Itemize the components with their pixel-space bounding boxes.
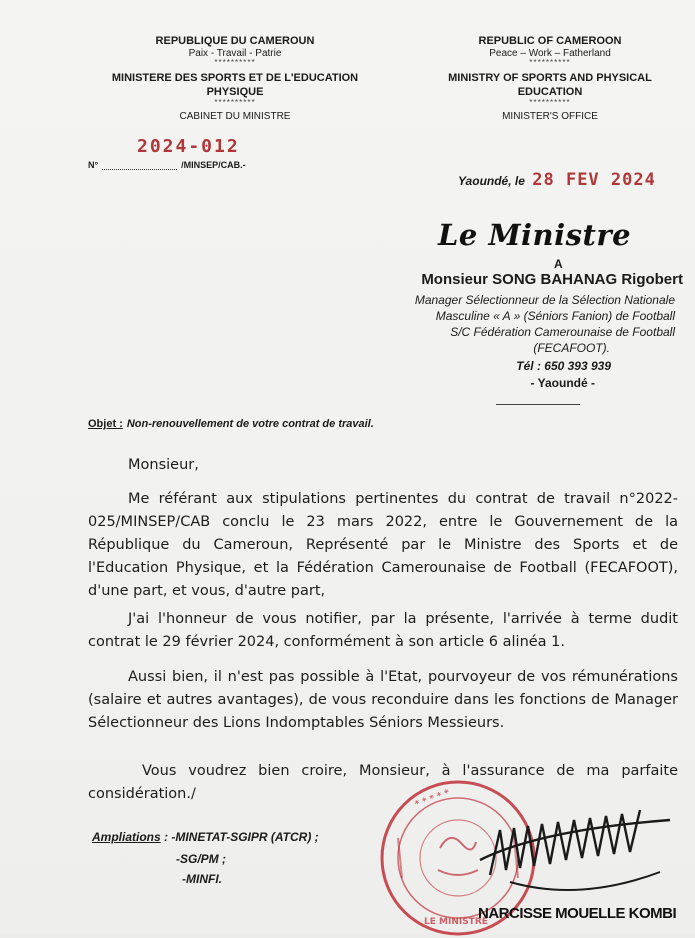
separator: ********** [214, 58, 256, 67]
recipient-phone: Tél : 650 393 939 [516, 359, 611, 373]
reference-handwritten: 2024-012 [137, 136, 240, 157]
motto-en: Peace – Work – Fatherland [489, 48, 611, 59]
country-fr: REPUBLIQUE DU CAMEROUN [155, 35, 315, 47]
header-french [90, 34, 380, 122]
recipient-line4: (FECAFOOT). [533, 341, 610, 355]
motto-fr: Paix - Travail - Patrie [188, 48, 282, 59]
letter-object [88, 418, 374, 430]
object-label: Objet : [88, 418, 123, 430]
recipient-name: Monsieur SONG BAHANAG Rigobert [421, 271, 683, 288]
date-line [458, 170, 656, 190]
paragraph-4: Vous voudrez bien croire, Monsieur, à l'assurance de ma parfaite considération./ [88, 763, 678, 802]
date-handwritten: 28 FEV 2024 [532, 170, 656, 190]
paragraph-2: J'ai l'honneur de vous notifier, par la présente, l'arrivée à terme dudit contrat le 29 février 2024, conformément à son article 6 alinéa 1. [88, 611, 678, 650]
ampliations-label: Ampliations [92, 830, 161, 844]
ampliation-item: : -MINETAT-SGIPR (ATCR) ; [164, 830, 319, 844]
recipient-city: - Yaoundé - [530, 376, 595, 390]
letter-title: Le Ministre [438, 218, 632, 252]
ministry-fr: MINISTERE DES SPORTS ET DE L'EDUCATION PHYSIQUE [111, 72, 359, 98]
paragraph-1: Me référant aux stipulations pertinentes du contrat de travail n°2022-025/MINSEP/CAB conclu le 23 mars 2022, entre le Gouvernement de la République du Cameroun, Représenté par le Ministre des Sports et de l'Education Physique, et la Fédération Camerounaise de Football (FECAFOOT), d'une part, et vous, d'autre part, [88, 491, 678, 599]
reference-line [88, 160, 246, 170]
country-en: REPUBLIC OF CAMEROON [478, 35, 622, 47]
object-text: Non-renouvellement de votre contrat de travail. [126, 418, 374, 430]
signer-name: NARCISSE MOUELLE KOMBI [478, 905, 677, 922]
recipient-to: A [554, 257, 563, 271]
svg-text:LE MINISTRE: LE MINISTRE [424, 917, 488, 927]
header-english [445, 34, 655, 122]
paragraph-3: Aussi bien, il n'est pas possible à l'Etat, pourvoyeur de vos rémunérations (salaire et autres avantages), de vous reconduire dans les fonctions de Manager Sélectionneur des Lions Indomptables Séniors Messieurs. [88, 669, 678, 731]
svg-text:* * * * *: * * * * * [413, 788, 452, 811]
ampliations [92, 830, 319, 844]
ampliation-item: -SG/PM ; [176, 852, 226, 866]
recipient-line1: Manager Sélectionneur de la Sélection Nationale [414, 293, 675, 307]
signature [470, 790, 680, 910]
separator: ********** [529, 58, 571, 67]
reference-suffix: /MINSEP/CAB.- [181, 160, 246, 170]
office-fr: CABINET DU MINISTRE [179, 111, 291, 122]
recipient-line3: S/C Fédération Camerounaise de Football [450, 325, 675, 339]
divider [496, 404, 580, 405]
recipient-line2: Masculine « A » (Séniors Fanion) de Football [435, 309, 675, 323]
date-place: Yaoundé, le [458, 174, 525, 188]
separator: ********** [214, 98, 256, 107]
office-en: MINISTER'S OFFICE [502, 111, 598, 122]
separator: ********** [529, 98, 571, 107]
salutation: Monsieur, [128, 457, 199, 473]
ministry-en: MINISTRY OF SPORTS AND PHYSICAL EDUCATION [448, 72, 652, 98]
ampliation-item: -MINFI. [182, 872, 222, 886]
reference-prefix: N° [88, 160, 99, 170]
